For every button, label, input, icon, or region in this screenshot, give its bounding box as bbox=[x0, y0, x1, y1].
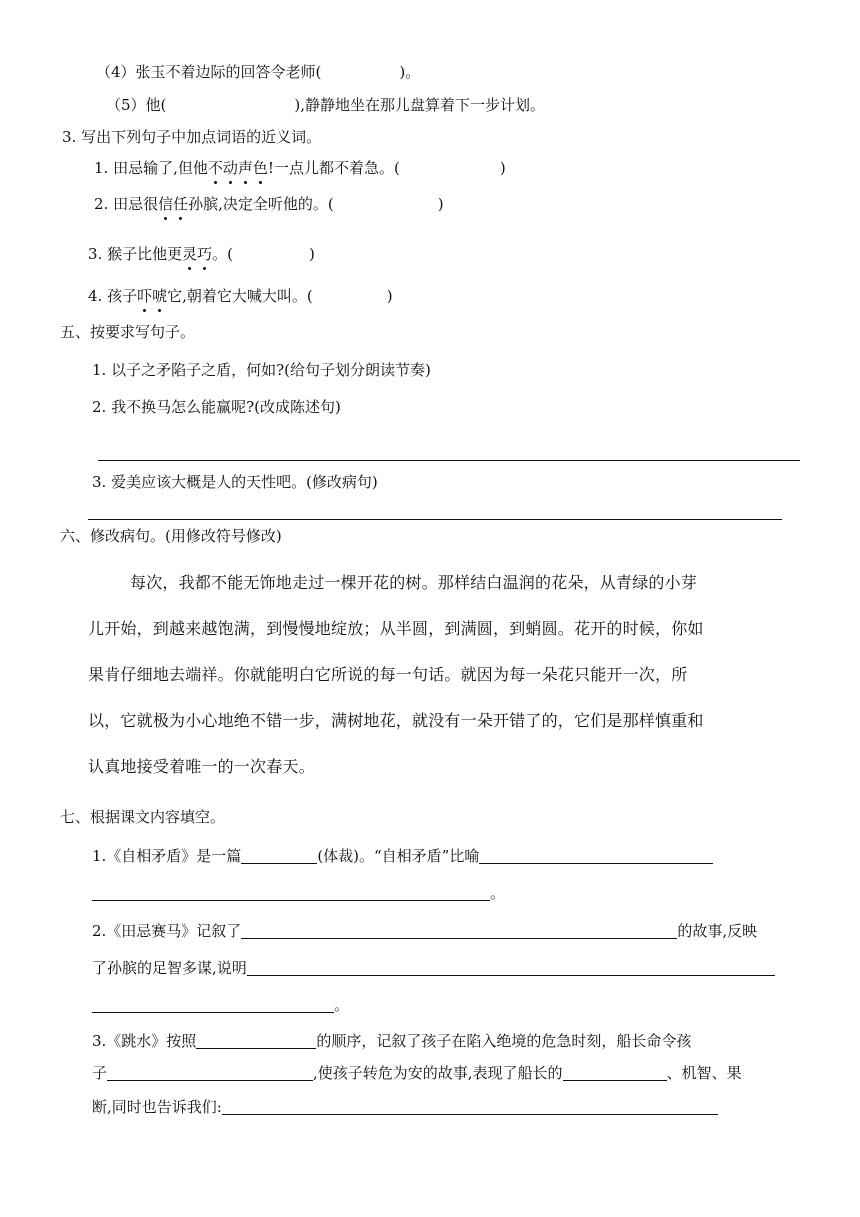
passage-line: 儿开始，到越来越饱满，到慢慢地绽放；从半圆，到满圆，到蛸圆。花开的时候，你如 bbox=[88, 619, 704, 638]
text: 1.《自相矛盾》是一篇 bbox=[92, 847, 242, 865]
text: ),静静地坐在那儿盘算着下一步计划。 bbox=[294, 96, 546, 114]
text: ,使孩子转危为安的故事,表现了船长的 bbox=[313, 1064, 563, 1082]
answer-blank[interactable] bbox=[247, 959, 775, 976]
section-5-item-2: 2. 我不换马怎么能赢呢?(改成陈述句) bbox=[92, 398, 341, 416]
dotted-char: 巧 bbox=[197, 245, 213, 263]
text: 断,同时也告诉我们: bbox=[92, 1098, 222, 1116]
dotted-char: 不 bbox=[207, 159, 223, 177]
dotted-char: 任 bbox=[173, 195, 189, 213]
answer-blank[interactable] bbox=[563, 1064, 667, 1081]
text: ) bbox=[308, 245, 315, 263]
fill-item-3 bbox=[92, 1031, 691, 1051]
answer-blank[interactable] bbox=[222, 1098, 718, 1115]
fill-item-2-end bbox=[92, 995, 349, 1015]
answer-line[interactable] bbox=[98, 460, 800, 461]
text: 的故事,反映 bbox=[677, 922, 758, 940]
passage-line: 以，它就极为小心地绝不错一步，满树地花，就没有一朵开错了的，它们是那样慎重和 bbox=[88, 711, 704, 730]
fill-item-1-cont bbox=[92, 883, 505, 903]
text: (体裁)。“自相矛盾”比喻 bbox=[317, 847, 480, 865]
text: 。 bbox=[490, 884, 506, 902]
text: 4. 孩子 bbox=[88, 287, 138, 305]
question-3-heading: 3. 写出下列句子中加点词语的近义词。 bbox=[62, 128, 322, 146]
fill-item-1 bbox=[92, 846, 713, 866]
dotted-char: 灵 bbox=[182, 245, 198, 263]
section-5-item-1: 1. 以子之矛陷子之盾，何如?(给句子划分朗读节奏) bbox=[92, 361, 431, 379]
text: 。 bbox=[334, 996, 350, 1014]
question-4-5 bbox=[106, 95, 545, 115]
text: 的顺序，记叙了孩子在陷入绝境的危急时刻，船长命令孩 bbox=[316, 1032, 692, 1050]
text: 、机智、果 bbox=[666, 1064, 742, 1082]
text: （4）张玉不着边际的回答令老师( bbox=[96, 63, 322, 81]
fill-item-2 bbox=[92, 921, 757, 941]
text: ) bbox=[386, 287, 393, 305]
section-5-item-3: 3. 爱美应该大概是人的天性吧。(修改病句) bbox=[92, 473, 378, 491]
text: )。 bbox=[399, 63, 421, 81]
answer-line[interactable] bbox=[88, 519, 782, 520]
passage-line: 果肯仔细地去端祥。你就能明白它所说的每一句话。就因为每一朵花只能开一次，所 bbox=[88, 665, 688, 684]
text: 1. 田忌输了,但他 bbox=[94, 159, 208, 177]
dotted-char: 吓 bbox=[137, 287, 153, 305]
dotted-char: 声 bbox=[237, 159, 253, 177]
answer-blank[interactable] bbox=[241, 847, 317, 864]
section-7-title: 七、根据课文内容填空。 bbox=[60, 808, 226, 826]
text: 2. 田忌很 bbox=[94, 195, 159, 213]
text: 子 bbox=[92, 1064, 108, 1082]
synonym-item-1 bbox=[94, 158, 506, 178]
section-5-title: 五、按要求写句子。 bbox=[60, 323, 196, 341]
fill-item-3-cont bbox=[92, 1063, 742, 1083]
text: 。( bbox=[212, 245, 233, 263]
synonym-item-3 bbox=[88, 244, 315, 264]
text: 3. 猴子比他更 bbox=[88, 245, 183, 263]
fill-item-2-cont bbox=[92, 958, 775, 978]
text: 孙膑,决定全听他的。( bbox=[188, 195, 334, 213]
dotted-char: 信 bbox=[158, 195, 174, 213]
text: 它,朝着它大喊大叫。( bbox=[167, 287, 313, 305]
passage-line: 认真地接受着唯一的一次春天。 bbox=[88, 757, 315, 776]
dotted-char: 唬 bbox=[152, 287, 168, 305]
section-6-title: 六、修改病句。(用修改符号修改) bbox=[60, 527, 282, 545]
text: 了孙膑的足智多谋,说明 bbox=[92, 959, 247, 977]
synonym-item-4 bbox=[88, 286, 393, 306]
answer-blank[interactable] bbox=[479, 847, 713, 864]
text: （5）他( bbox=[106, 96, 167, 114]
dotted-char: 色 bbox=[252, 159, 268, 177]
answer-blank[interactable] bbox=[107, 1064, 313, 1081]
passage-line: 每次，我都不能无饰地走过一棵开花的树。那样结白温润的花朵，从青绿的小芽 bbox=[130, 573, 698, 592]
text: ) bbox=[499, 159, 506, 177]
answer-blank[interactable] bbox=[196, 1032, 316, 1049]
question-4-4 bbox=[96, 62, 420, 82]
text: !一点儿都不着急。( bbox=[267, 159, 400, 177]
answer-blank[interactable] bbox=[92, 884, 490, 901]
text: ) bbox=[437, 195, 444, 213]
synonym-item-2 bbox=[94, 194, 444, 214]
text: 2.《田忌赛马》记叙了 bbox=[92, 922, 242, 940]
dotted-char: 动 bbox=[222, 159, 238, 177]
answer-blank[interactable] bbox=[241, 922, 677, 939]
fill-item-3-end bbox=[92, 1097, 718, 1117]
answer-blank[interactable] bbox=[92, 996, 334, 1013]
text: 3.《跳水》按照 bbox=[92, 1032, 197, 1050]
